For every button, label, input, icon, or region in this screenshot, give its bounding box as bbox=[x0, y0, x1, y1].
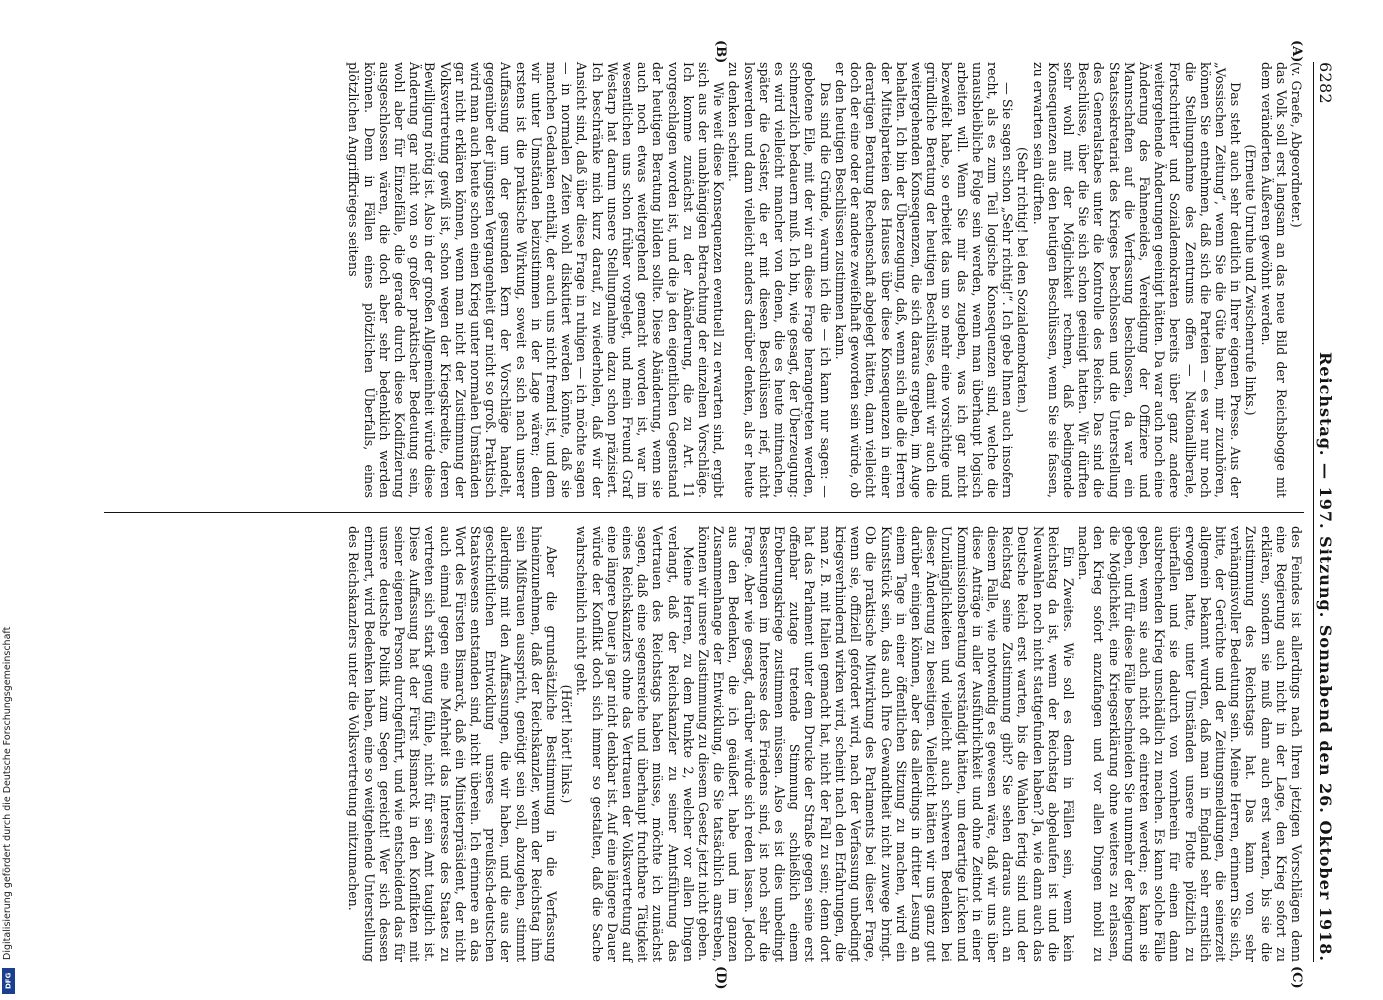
marker-b: (B) bbox=[713, 40, 728, 64]
marker-a: (A) bbox=[1289, 40, 1304, 63]
speaker-name: (v. Graefe, Abgeordneter.) bbox=[1289, 62, 1304, 228]
left-interjection-1: (Erneute Unruhe und Zwischenrufe links.) bbox=[1243, 144, 1259, 416]
left-paragraph-1: das Volk soll erst langsam an das neue Bild der Reichsbogge mit dem veränderten Äußeren gewöhnt werden. bbox=[1258, 62, 1289, 498]
dfg-logo: DFG bbox=[2, 968, 15, 994]
rotated-newspaper-page bbox=[68, 40, 1338, 990]
marker-d: (D) bbox=[713, 966, 728, 990]
page-number: 6282 bbox=[1316, 62, 1335, 104]
credit-text: Digitalisierung gefördert durch die Deutsche Forschungsgemeinschaft bbox=[2, 626, 13, 960]
left-paragraph-2: Das steht auch sehr deutlich in Ihrer eigenen Presse. Aus der „Vossischen Zeitung“, wenn Sie die Güte haben, mir zuzuhören, können Sie entnehmen, daß sich die Parteien — es war nur noch die Stellungnahme des Zentrums offen — Nationalliberale, Fortschrittler und Sozialdemokraten bereits über ganz andere weitergehende Änderungen geeinigt hätten. Da war auch noch eine Änderung des Fahneneides, Vereidigung der Offiziere und Mannschaften auf die Verfassung beschlossen, da war ein Staatssekretariat des Krieges beschlossen und die Unterstellung des Generalstabes unter die Kontrolle des Reichs. Das sind die Beschlüsse, über die Sie sich schon geeinigt hatten. Wir dürften sehr wohl mit der Möglichkeit rechnen, daß bedingende Konsequenzen aus den heutigen Beschlüssen, wenn Sie sie fassen, zu erwarten sein dürften. bbox=[1030, 62, 1244, 498]
digitization-credit bbox=[2, 0, 24, 1000]
page-title: Reichstag. — 197. Sitzung. Sonnabend den 26. Oktober 1918. bbox=[1316, 352, 1335, 962]
right-interjection-1: (Hört! hört! links.) bbox=[559, 684, 575, 804]
right-paragraph-4: Aber die grundsätzliche Bestimmung in die Verfassung hineinzunehmen, daß der Reichskanzler, wenn der Reichstag ihm sein Mißtrauen ausspricht, genötigt sein soll, abzugehen, stimmt allerdings mit den Auffassungen, die wir haben, und die aus der geschichtlichen Entwicklung unseres preußisch-deutschen Staatswesens entstanden sind, nicht überein. Ich erinnere an das Wort des Fürsten Bismarck, daß ein Ministerpräsident, der nicht auch einmal gegen eine Mehrheit das Interesse des Staates zu vertreten sich stark genug fühle, nicht für sein Amt tauglich ist. Diese Auffassung hat der Fürst Bismarck in den Konflikten mit seiner eigenen Person durchgeführt, und wie entscheidend das für unsere deutsche Politik zum Segen gereicht! Wer sich dessen erinnert, wird Bedenken haben, eine so weitgehende Unterstellung des Reichskanzlers unter die Volksvertretung mitzumachen. bbox=[346, 526, 560, 962]
marker-c: (C) bbox=[1289, 966, 1304, 989]
page-header bbox=[1313, 62, 1338, 962]
left-paragraph-4: Das sind die Gründe, warum ich die — ich kann nur sagen: — gebotene Eile, mit der wir an diese Frage herangetreten werden, schmerzlich bedauern muß. Ich bin, wie gesagt, der Überzeugung: es wird vielleicht mancher von denen, die es heute mitmachen, später die Geister, die er mit diesen Beschlüssen rief, nicht loswerden und dann vielleicht anders darüber denken, als er heute zu denken scheint. bbox=[726, 62, 833, 498]
left-paragraph-5: Wie weit diese Konsequenzen eventuell zu erwarten sind, ergibt sich aus der unabhängigen Betrachtung der einzelnen Vorschläge. Ich komme zunächst zu der Abänderung, die zu Art. 11 vorgeschlagen worden ist, und die ja den eigentlichen Gegenstand der heutigen Beratung bilden sollte. Diese Abänderung, wenn sie auch noch etwas weitergehend gemacht worden ist, war im wesentlichen uns schon früher vorgelegt, und mein Freund Graf Westarp hat darum unsere Stellungnahme dazu schon präzisiert. Ich beschränke mich kurz darauf, zu wiederholen, daß wir der Ansicht sind, daß über diese Frage in ruhigen — ich möchte sagen — in normalen Zeiten wohl diskutiert werden könnte, daß sie manchen Gedanken enthält, der auch uns nicht fremd ist, und dem wir unter Umständen beizustimmen in der Lage wären; denn erstens ist die praktische Wirkung, soweit es sich nach unserer Auffassung um der gesunden Kern der Vorschläge handelt, gegenüber der jüngsten Vergangenheit gar nicht so groß. Praktisch wird man auch heute schon einen Krieg unter normalen Umständen gar nicht erklären können, wenn man nicht der Zustimmung der Volksvertretung gewiß ist, schon wegen der Kriegskredite, deren Bewilligung nötig ist. Also in der großen Allgemeinheit würde diese Änderung gar nicht von so großer praktischer Bedeutung sein, wohl aber für Einzelfälle, die gerade durch diese Kodifizierung ausgeschlossen wären, die doch aber sehr bedenklich werden können. Denn in Fällen eines plötzlichen Überfalls, eines plötzlichen Angriffkrieges seitens bbox=[346, 62, 727, 498]
right-paragraph-2: Ein Zweites. Wie soll es denn in Fällen sein, wenn kein Reichstag da ist, wenn der Reichstag abgelaufen ist und die Neuwahlen noch nicht stattgefunden haben? Ja, wie dann auch das Deutsche Reich erst warten, bis die Wahlen fertig sind und der Reichstag seine Zustimmung gibt? Sie sehen daraus auch an diesem Falle, wie notwendig es gewesen wäre, daß wir uns über diese Anträge in aller Ausführlichkeit und ohne Zeitnot in einer Kommissionsberatung verständigt hätten, um derartige Lücken und Unzulänglichkeiten und vielleicht auch schweren Bedenken bei dieser Änderung zu beseitigen. Vielleicht hätten wir uns ganz gut darüber einigen können, aber das allerdings in dritter Lesung an einem Tage in einer öffentlichen Sitzung zu machen, wird ein Kunststück sein, das auch Ihre Gewandtheit nicht zuwege bringt. Ob die praktische Mitwirkung des Parlaments bei dieser Frage, wenn sie, offiziell gefordert wird, nach der Verfassung unbedingt kriegsverhindernd wirken wird, scheint nach den Erfahrungen, die man z. B. mit Italien gemacht hat, nicht der Fall zu sein; denn dort hat das Parlament unter dem Drucke der Straße gegen seine erst offenbar zutage tretende Stimmung schließlich einem Eroberungskriege zustimmen müssen. Also es ist dies unbedingt Besserungen im Interesse des Friedens sind, ist noch sehr die Frage. Aber wie gesagt, darüber würde sich reden lassen. Jedoch aus den Bedenken, die ich geäußert habe und im ganzen Zusammenhange der Entwicklung, die Sie tatsächlich anstreben, können wir unsere Zustimmung zu diesem Gesetz jetzt nicht geben. bbox=[696, 526, 1076, 962]
left-interjection-2: (Sehr richtig! bei den Sozialdemokraten.) bbox=[1015, 147, 1031, 413]
right-paragraph-1: des Feindes ist allerdings nach Ihren jetzigen Vorschlägen denn eine Regierung auch nicht in der Lage, den Krieg sofort zu erklären, sondern sie muß dann auch erst warten, bis sie die Zustimmung des Reichstags hat. Das kann von sehr verhängnisvoller Bedeutung sein. Meine Herren, erinnern Sie sich, bitte, der Gerüchte und der Zeitungsmeldungen, die seinerzeit allgemein bekannt wurden, daß man in England sehr ernstlich erwogen hatte, unter Umständen unsere Flotte plötzlich zu überfallen und sie dadurch von vornherein für einen dann ausbrechenden Krieg unschädlich zu machen. Es kann solche Fälle geben, wenn sie auch nicht oft eintreten werden; es kann sie geben, und für diese Fälle beschneiden Sie nunmehr der Regierung die Möglichkeit, eine Kriegserklärung ohne weiteres zu erlassen, den Krieg sofort anzufangen und vor allen Dingen mobil zu machen. bbox=[1076, 526, 1304, 962]
left-column bbox=[346, 62, 1304, 498]
right-paragraph-3: Meine Herren, zu dem Punkte 2, welcher vor allen Dingen verlangt, daß der Reichskanzler zu seiner Amtsführung das Vertrauen des Reichstags haben müsse, möchte ich zunächst sagen, daß eine segensreiche und überhaupt fruchtbare Tätigkeit eines Reichskanzlers ohne das Vertrauen der Volksvertretung auf eine längere Dauer ja gar nicht denkbar ist. Auf eine längere Dauer würde der Konflikt doch sich immer so gestalten, daß die Sache wahrscheinlich nicht geht. bbox=[574, 526, 696, 962]
left-paragraph-3: — Sie sagen schon „Sehr richtig!“. Ich gebe Ihnen auch insofern recht, als es zum Teil logische Konsequenzen sind, welche die unausbleibliche Folge sein werden, wenn man überhaupt logisch arbeiten will. Wenn Sie mir das zugeben, was ich gar nicht bezweifelt habe, so erbeitet das um so mehr eine vorsichtige und gründliche Beratung der heutigen Beschlüsse, damit wir auch die weitergehenden Konsequenzen, die sich daraus ergeben, im Auge behalten. Ich bin der Überzeugung, daß, wenn sich alle die Herren der Mittelparteien des Hauses über diese Konsequenzen in einer derartigen Beratung Rechenschaft abgelegt hätten, dann vielleicht doch der eine oder der andere zweifelhaft geworden sein würde, ob er den heutigen Beschlüssen zustimmen kann. bbox=[832, 62, 1016, 498]
right-column bbox=[346, 526, 1304, 962]
column-divider bbox=[104, 512, 1304, 513]
